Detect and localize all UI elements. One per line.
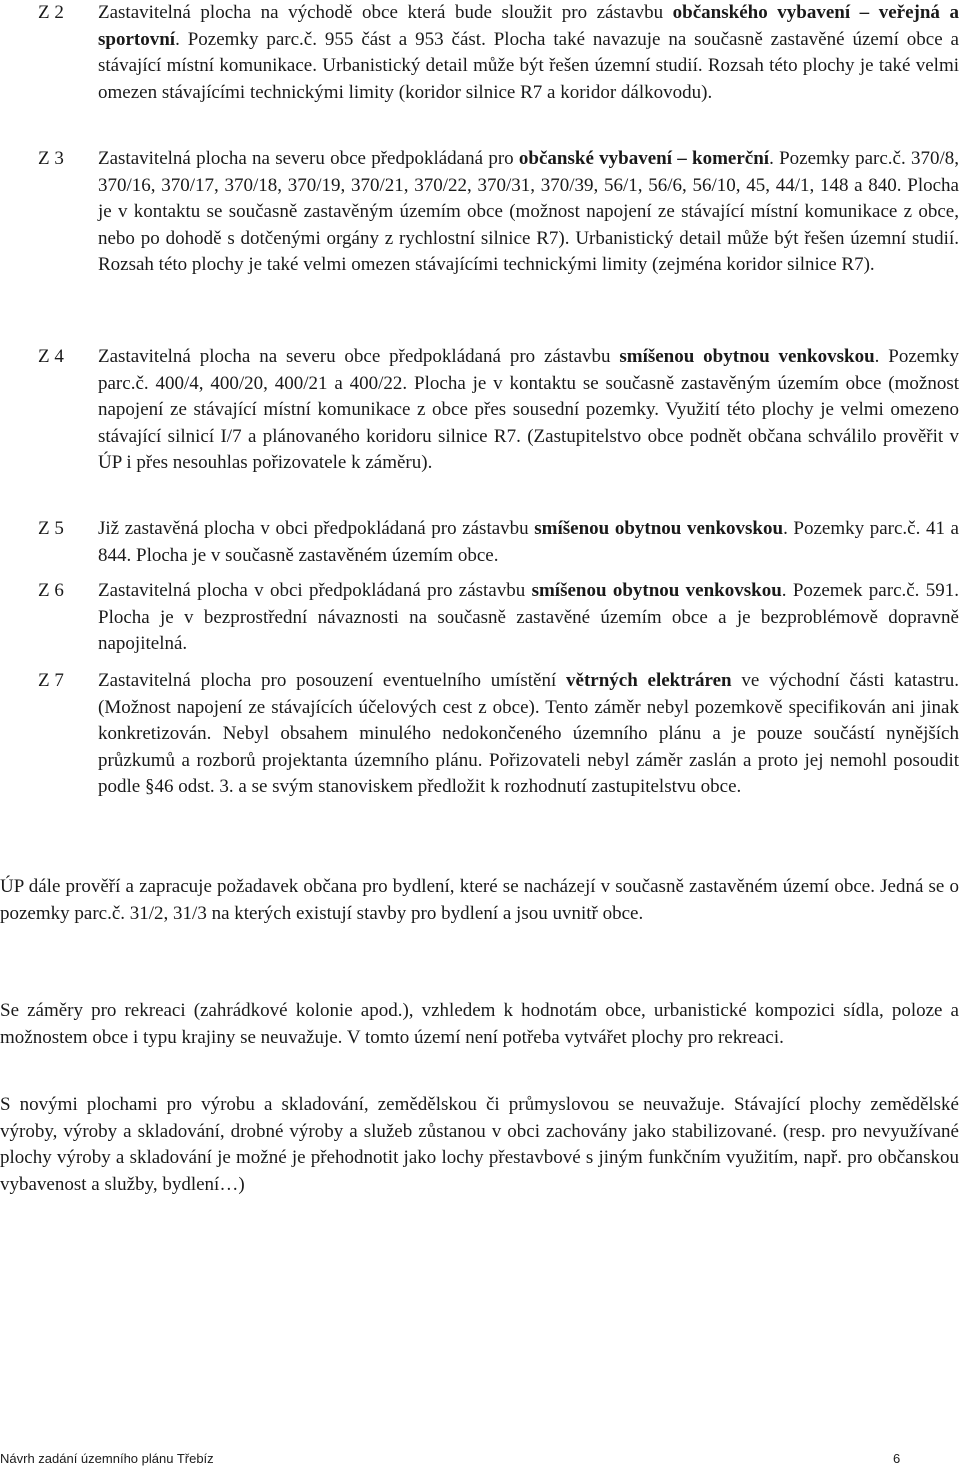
footer-page-number: 6	[893, 1451, 901, 1466]
zone-text-part: . Pozemek parc.č. 591. Plocha je v bezprostřední návaznosti na současně zastavěné územím obce a je bezproblémově dopravně napojitelná.	[98, 580, 959, 654]
zone-text-part: . Pozemky parc.č. 370/8, 370/16, 370/17, 370/18, 370/19, 370/21, 370/22, 370/31, 370/39, 56/1, 56/6, 56/10, 45, 44/1, 148 a 840. Plocha je v kontaktu se současně zastavěným územím obce (možnost napojení ze stávající místní komunikace z obce, nebo po dohodě s dotčenými orgány z rychlostní silnice R7). Urbanistický detail může být řešen územní studií. Rozsah této plochy je také velmi omezen stávajícími technickými limity (zejména koridor silnice R7).	[98, 148, 959, 275]
paragraph-recreation: Se záměry pro rekreaci (zahrádkové kolonie apod.), vzhledem k hodnotám obce, urbanistické kompozici sídla, poloze a možnostem obce i typu krajiny se neuvažuje. V tomto území není potřeba vytvářet plochy pro rekreaci.	[0, 1000, 959, 1048]
page-footer	[0, 1449, 960, 1469]
paragraph-housing-request: ÚP dále prověří a zapracuje požadavek občana pro bydlení, které se nacházejí v současně zastavěném území obce. Jedná se o pozemky parc.č. 31/2, 31/3 na kterých existují stavby pro bydlení a jsou uvnitř obce.	[0, 876, 959, 924]
zone-type-bold: smíšenou obytnou venkovskou	[534, 518, 784, 539]
zone-text-part: Již zastavěná plocha v obci předpokládaná pro zástavbu	[98, 518, 535, 539]
zone-text-part: Zastavitelná plocha v obci předpokládaná pro zástavbu	[98, 580, 532, 601]
zone-text-part: . Pozemky parc.č. 955 část a 953 část. Plocha také navazuje na současně zastavěné území obce a stávající místní komunikace. Urbanistický detail může být řešen územní studií. Rozsah této plochy je také velmi omezen stávajícími technickými limity (koridor silnice R7 a koridor dálkovodu).	[98, 28, 959, 103]
zone-code: Z 3	[38, 148, 64, 169]
zone-description	[98, 578, 959, 658]
paragraph-production: S novými plochami pro výrobu a skladování, zemědělskou či průmyslovou se neuvažuje. Stávající plochy zemědělské výroby, výroby a skladování, drobné výroby a služeb zůstanou v obci zachovány jako stabilizované. (resp. pro nevyužívané plochy výroby a skladování je možné je přehodnotit jako lochy přestavbové s jiným funkčním využitím, např. pro občanskou vybavenost a služby, bydlení…)	[0, 1094, 959, 1195]
zone-code: Z 5	[38, 518, 64, 539]
zone-type-bold: občanského vybavení – veřejná a sportovní	[98, 2, 959, 50]
zone-type-bold: větrných elektráren	[566, 670, 732, 691]
zone-type-bold: občanské vybavení – komerční	[518, 148, 770, 169]
zone-code: Z 4	[38, 346, 64, 367]
zone-description	[98, 146, 959, 279]
zone-type-bold: smíšenou obytnou venkovskou	[619, 346, 875, 367]
zone-description	[98, 668, 959, 801]
zone-text-part: . Pozemky parc.č. 400/4, 400/20, 400/21 a 400/22. Plocha je v kontaktu se současně zastavěným územím obce (možnost napojení ze stávající místní komunikace z obce přes sousední pozemky. Využití této plochy je velmi omezeno stávající silnicí I/7 a plánovaného koridoru silnice R7. (Zastupitelstvo obce podnět občana schválilo prověřit v ÚP i přes nesouhlas pořizovatele k záměru).	[98, 346, 959, 473]
zone-text-part: ve východní části katastru. (Možnost napojení ze stávajících účelových cest z obce). Tento záměr nebyl pozemkově specifikován ani jinak konkretizován. Nebyl obsahem minulého nedokončeného územního plánu a je pouze součástí nynějších průzkumů a rozborů projektanta územního plánu. Pořizovateli nebyl záměr zaslán a proto jej nemohl posoudit podle §46 odst. 3. a se svým stanoviskem předložit k rozhodnutí zastupitelstvu obce.	[98, 670, 960, 797]
footer-document-title: Návrh zadání územního plánu Třebíz	[0, 1451, 214, 1466]
zone-description	[98, 0, 959, 106]
zone-text-part: Zastavitelná plocha na severu obce předpokládaná pro zástavbu	[98, 346, 620, 367]
zone-text-part: . Pozemky parc.č. 41 a 844. Plocha je v současně zastavěném územím obce.	[98, 518, 959, 566]
zone-description	[98, 516, 959, 569]
zone-type-bold: smíšenou obytnou venkovskou	[531, 580, 782, 601]
zone-code: Z 2	[38, 2, 64, 23]
zone-code: Z 6	[38, 580, 64, 601]
zone-description	[98, 344, 959, 477]
zone-text-part: Zastavitelná plocha pro posouzení eventuelního umístění	[98, 670, 567, 691]
zone-code: Z 7	[38, 670, 64, 691]
zone-text-part: Zastavitelná plocha na východě obce která bude sloužit pro zástavbu	[98, 2, 673, 23]
zone-text-part: Zastavitelná plocha na severu obce předpokládaná pro	[98, 148, 519, 169]
